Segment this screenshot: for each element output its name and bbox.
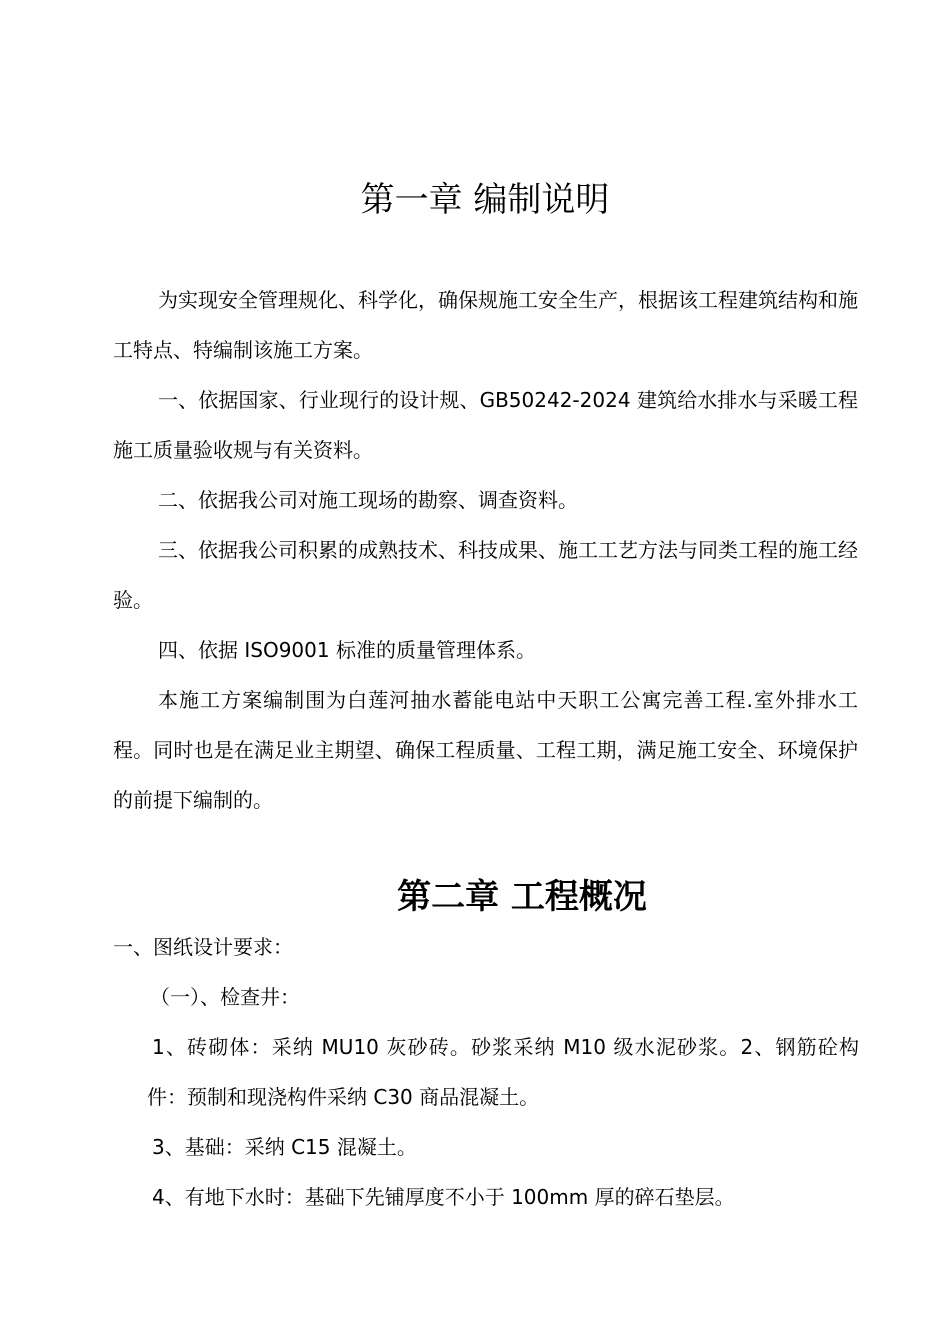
chapter-1-paragraph-basis-3: 三、依据我公司积累的成熟技术、科技成果、施工工艺方法与同类工程的施工经验。 — [113, 538, 858, 612]
chapter-1-paragraph-basis-4: 四、依据 ISO9001 标准的质量管理体系。 — [158, 638, 536, 662]
chapter-1-paragraph-basis-1: 一、依据国家、行业现行的设计规、GB50242-2024 建筑给水排水与采暖工程施工质量验收规与有关资料。 — [113, 388, 858, 462]
chapter-1-title: 第一章 编制说明 — [360, 180, 610, 220]
item-groundwater: 4、有地下水时：基础下先铺厚度不小于 100mm 厚的碎石垫层。 — [152, 1185, 735, 1209]
chapter-2-title: 第二章 工程概况 — [397, 877, 647, 917]
chapter-1-paragraph-intro: 为实现安全管理规化、科学化，确保规施工安全生产，根据该工程建筑结构和施工特点、特编制该施工方案。 — [113, 288, 858, 362]
subsection-inspection-well: （一）、检查井： — [150, 985, 300, 1009]
item-masonry-concrete: 1、砖砌体：采纳 MU10 灰砂砖。砂浆采纳 M10 级水泥砂浆。2、钢筋砼构件：预制和现浇构件采纳 C30 商品混凝土。 — [147, 1035, 859, 1109]
item-foundation: 3、基础：采纳 C15 混凝土。 — [152, 1135, 417, 1159]
section-drawing-requirements: 一、图纸设计要求： — [113, 935, 293, 959]
chapter-1-paragraph-scope: 本施工方案编制围为白莲河抽水蓄能电站中天职工公寓完善工程.室外排水工程。同时也是在满足业主期望、确保工程质量、工程工期，满足施工安全、环境保护的前提下编制的。 — [113, 688, 858, 812]
chapter-1-paragraph-basis-2: 二、依据我公司对施工现场的勘察、调查资料。 — [158, 488, 578, 512]
